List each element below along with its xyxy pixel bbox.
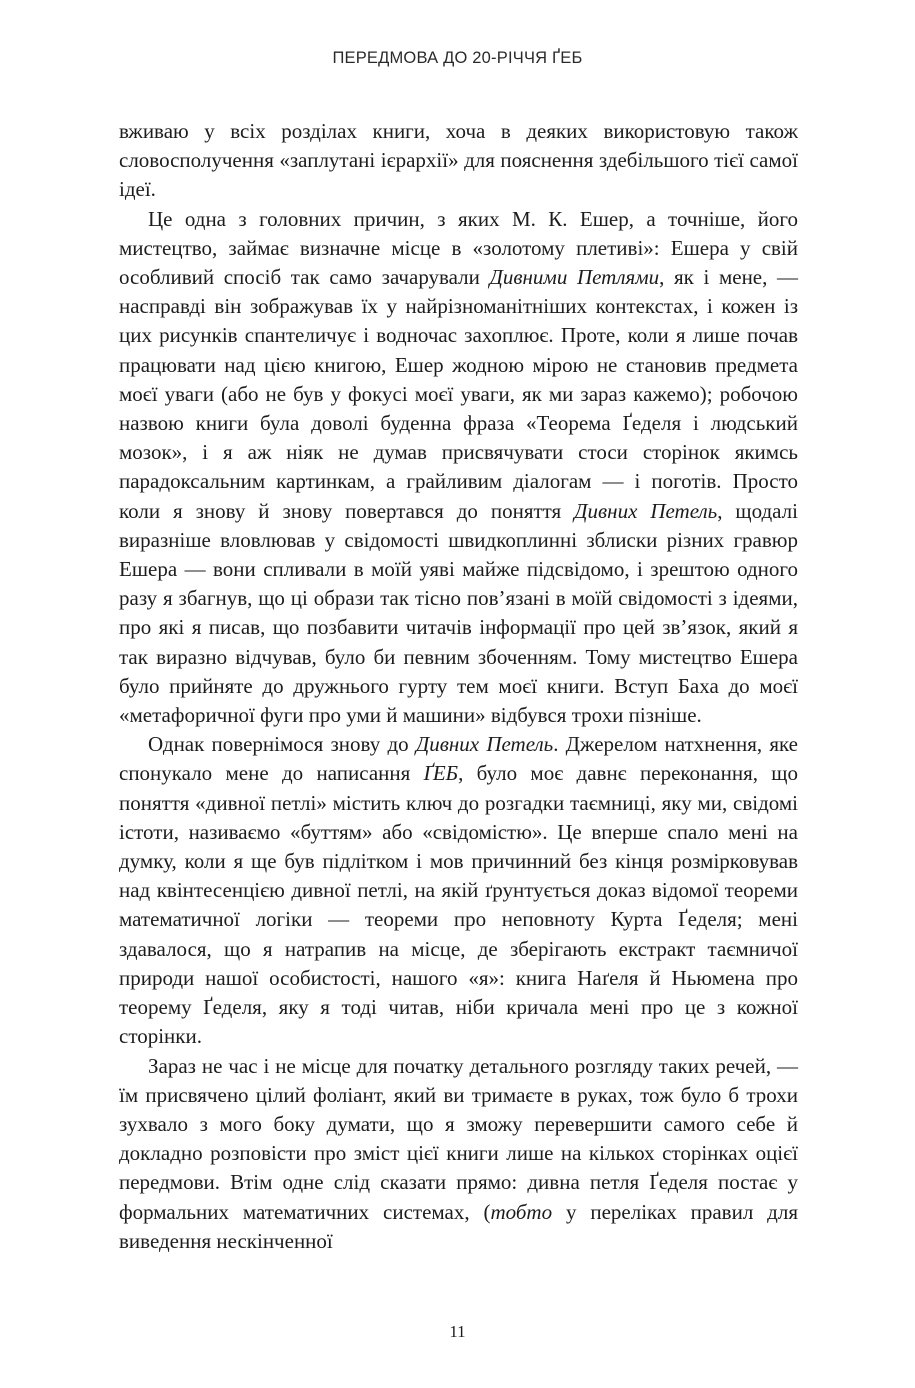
text-run: у переліках правил для виведення нескінченної bbox=[119, 1199, 799, 1253]
italic-text: ҐЕБ bbox=[423, 761, 459, 786]
body-text bbox=[119, 117, 798, 1256]
paragraph bbox=[119, 1052, 798, 1256]
paragraph bbox=[119, 205, 798, 731]
text-run: Зараз не час і не місце для початку детального розгляду таких речей, — їм присвячено цілий фоліант, який ви тримаєте в руках, тож було б трохи зухвало з мого боку думати, що я зможу перевершити самого себе й докладно розповісти про зміст цієї книги лише на кількох сторінках оцієї передмови. Втім одне слід сказати прямо: дивна петля Ґеделя постає у формальних математичних системах, ( bbox=[119, 1053, 798, 1224]
text-run: вживаю у всіх розділах книги, хоча в деяких використовую також словосполучення «заплутані ієрархії» для пояснення здебільшого тієї самої ідеї. bbox=[119, 119, 798, 202]
paragraph bbox=[119, 730, 798, 1051]
running-header: ПЕРЕДМОВА ДО 20-РІЧЧЯ ҐЕБ bbox=[332, 49, 583, 67]
page-number: 11 bbox=[449, 1322, 466, 1341]
italic-text: тобто bbox=[490, 1199, 553, 1224]
italic-text: Дивних Петель bbox=[574, 498, 718, 523]
paragraph bbox=[119, 117, 798, 205]
italic-text: Дивних Петель bbox=[415, 732, 554, 757]
text-run: , як і мене, — насправді він зображував їх у найрізноманітніших контекстах, і кожен із цих рисунків спантеличує і водночас захоплює. Проте, коли я лише почав працювати над цією книгою, Ешер жодною мірою не становив предмета моєї уваги (або не був у фокусі моєї уваги, як ми зараз кажемо); робочою назвою книги була доволі буденна фраза «Теорема Ґеделя і людський мозок», і я аж ніяк не думав присвячувати стоси сторінок якимсь парадоксальним картинкам, а грайливим діалогам — і поготів. Просто коли я знову й знову повертався до поняття bbox=[119, 265, 798, 523]
italic-text: Дивними Петлями bbox=[489, 265, 660, 290]
text-run: , було моє давнє переконання, що поняття «дивної петлі» містить ключ до розгадки таємниці, яку ми, свідомі істоти, називаємо «буттям» або «свідомістю». Це вперше спало мені на думку, коли я ще був підлітком і мов причинний без кінця розмірковував над квінтесенцією дивної петлі, на якій ґрунтується доказ відомої теореми математичної логіки — теореми про неповноту Курта Ґеделя; мені здавалося, що я натрапив на місце, де зберігають екстракт таємничої природи нашої особистості, нашого «я»: книга Наґеля й Ньюмена про теорему Ґеделя, яку я тоді читав, ніби кричала мені про це з кожної сторінки. bbox=[119, 761, 798, 1049]
text-run: , щодалі виразніше вловлював у свідомості швидкоплинні зблиски різних гравюр Ешера — вони спливали в моїй уяві майже підсвідомо, і зрештою одного разу я збагнув, що ці образи так тісно пов’язані в моїй свідомості з ідеями, про які я писав, що позбавити читачів інформації про цей зв’язок, який я так виразно відчував, було би певним збоченням. Тому мистецтво Ешера було прийняте до дружнього гурту тем моєї книги. Вступ Баха до моєї «метафоричної фуги про уми й машини» відбувся трохи пізніше. bbox=[119, 498, 798, 728]
text-run: Однак повернімося знову до bbox=[148, 732, 416, 757]
text-run: Це одна з головних причин, з яких М. К. Ешер, а точніше, його мистецтво, займає визначне місце в «золотому плетиві»: Ешера у свій особливий спосіб так само зачарували bbox=[119, 206, 798, 290]
text-run: . Джерелом натхнення, яке спонукало мене до написання bbox=[119, 732, 798, 786]
